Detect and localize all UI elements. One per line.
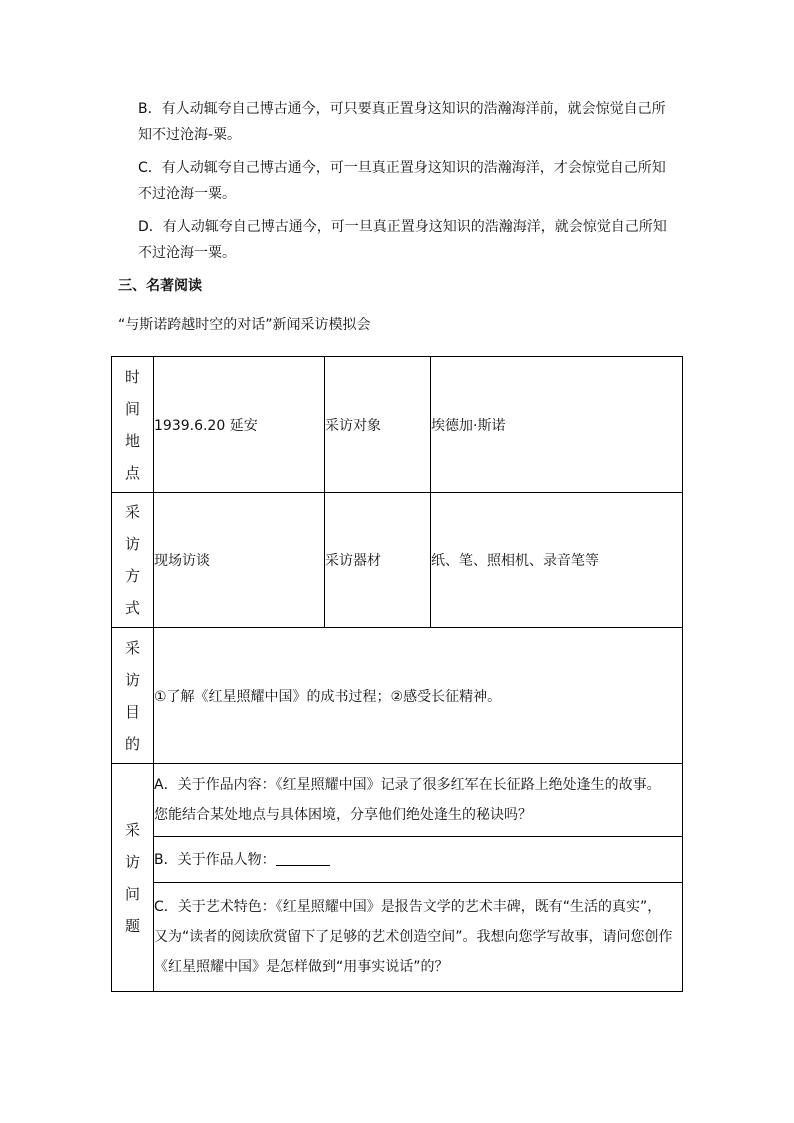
row-purpose bbox=[112, 628, 683, 764]
option-c-line1: C．有人动辄夸自己博古通今，可一旦真正置身这知识的浩瀚海洋，才会惊觉自己所知 bbox=[138, 160, 666, 176]
question-a bbox=[154, 764, 683, 837]
question-c-line2: 又为“读者的阅读欣赏留下了足够的艺术创造空间”。我想向您学写故事，请问您创作 bbox=[154, 929, 673, 945]
interviewee-label: 采访对象 bbox=[325, 357, 431, 493]
purpose-value: ①了解《红星照耀中国》的成书过程；②感受长征精神。 bbox=[154, 628, 683, 764]
row-head-time-place: 时 间 地 点 bbox=[112, 357, 154, 493]
table-caption: “与斯诺跨越时空的对话”新闻采访模拟会 bbox=[118, 317, 371, 333]
question-a-line1: A．关于作品内容：《红星照耀中国》记录了很多红军在长征路上绝处逢生的故事。 bbox=[154, 777, 661, 793]
answer-blank[interactable] bbox=[276, 851, 330, 866]
question-c-line3: 《红星照耀中国》是怎样做到“用事实说话”的？ bbox=[154, 959, 449, 975]
equipment-label: 采访器材 bbox=[325, 493, 431, 628]
option-c-line2: 不过沧海一粟。 bbox=[138, 186, 236, 202]
question-b bbox=[154, 837, 683, 883]
option-c bbox=[138, 155, 678, 207]
section-heading: 三、名著阅读 bbox=[118, 278, 202, 294]
row-question-c bbox=[112, 883, 683, 992]
question-b-text: B．关于作品人物： bbox=[154, 851, 276, 868]
option-d-line2: 不过沧海一粟。 bbox=[138, 245, 236, 261]
equipment-value: 纸、笔、照相机、录音笔等 bbox=[431, 493, 683, 628]
method-value: 现场访谈 bbox=[154, 493, 325, 628]
option-b-line1: B．有人动辄夸自己博古通今，可只要真正置身这知识的浩瀚海洋前，就会惊觉自己所 bbox=[138, 101, 666, 117]
option-d-line1: D．有人动辄夸自己博古通今，可一旦真正置身这知识的浩瀚海洋，就会惊觉自己所知 bbox=[138, 219, 667, 235]
question-c-line1: C．关于艺术特色：《红星照耀中国》是报告文学的艺术丰碑，既有“生活的真实”， bbox=[154, 899, 662, 915]
question-a-line2: 您能结合某处地点与具体困境，分享他们绝处逢生的秘诀吗？ bbox=[154, 807, 532, 823]
row-time-place bbox=[112, 357, 683, 493]
option-b bbox=[138, 96, 678, 148]
interview-table bbox=[111, 356, 683, 992]
row-question-a bbox=[112, 764, 683, 837]
option-b-line2: 知不过沧海-粟。 bbox=[138, 127, 242, 143]
row-head-method: 采 访 方 式 bbox=[112, 493, 154, 628]
row-question-b bbox=[112, 837, 683, 883]
row-head-questions: 采 访 问 题 bbox=[112, 764, 154, 992]
interviewee-value: 埃德加·斯诺 bbox=[431, 357, 683, 493]
row-head-purpose: 采 访 目 的 bbox=[112, 628, 154, 764]
question-c bbox=[154, 883, 683, 992]
option-d bbox=[138, 214, 678, 266]
row-method bbox=[112, 493, 683, 628]
time-place-value: 1939.6.20 延安 bbox=[154, 357, 325, 493]
